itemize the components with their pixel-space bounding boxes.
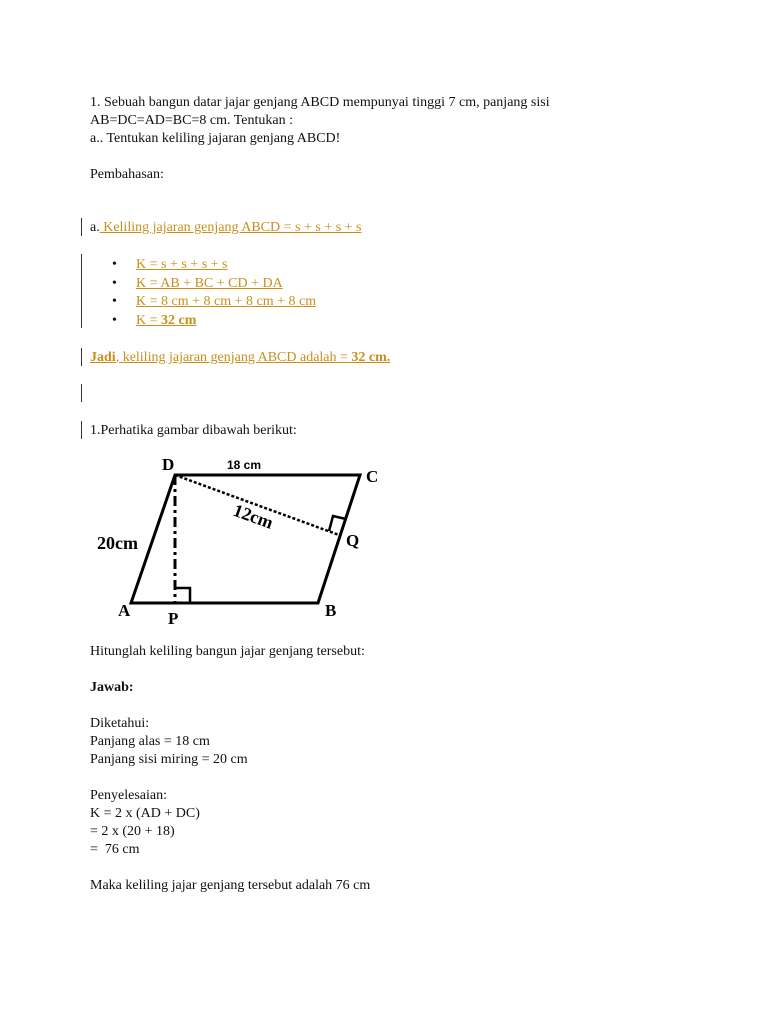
jawab-heading: Jawab:	[90, 680, 134, 695]
list-item: • K = 32 cm	[112, 312, 316, 331]
answer-a-formula: Keliling jajaran genjang ABCD = s + s + s + s	[99, 220, 362, 235]
top-side-length: 18 cm	[227, 458, 262, 472]
result-value: 32 cm	[161, 312, 197, 328]
conclusion-text: Maka keliling jajar genjang tersebut adalah 76 cm	[90, 878, 371, 893]
change-bar	[81, 421, 82, 439]
change-bar	[81, 218, 82, 236]
solution-step-3: = 76 cm	[90, 842, 140, 857]
parallelogram-figure	[93, 450, 393, 630]
change-bar	[81, 348, 82, 366]
list-item: • K = AB + BC + CD + DA	[112, 275, 316, 294]
penyelesaian-heading: Penyelesaian:	[90, 788, 167, 803]
answer-a-line	[90, 219, 362, 237]
change-bar	[81, 384, 82, 402]
label-c: C	[366, 467, 379, 486]
answer-a-prefix: a.	[90, 220, 100, 235]
question-1-line-1: 1. Sebuah bangun datar jajar genjang ABCD mempunyai tinggi 7 cm, panjang sisi	[90, 95, 550, 110]
question-1-line-2: AB=DC=AD=BC=8 cm. Tentukan :	[90, 113, 294, 128]
label-p: P	[168, 609, 179, 628]
panjang-sisi-miring: Panjang sisi miring = 20 cm	[90, 752, 248, 767]
jadi-value: 32 cm.	[351, 350, 391, 365]
right-angle-p	[175, 588, 190, 603]
parallelogram-outline	[131, 475, 360, 603]
diagonal-height-length: 12cm	[230, 499, 276, 533]
solution-step-1: K = 2 x (AD + DC)	[90, 806, 200, 821]
pembahasan-heading: Pembahasan:	[90, 167, 164, 182]
diketahui-heading: Diketahui:	[90, 716, 150, 731]
list-item: • K = s + s + s + s	[112, 256, 316, 275]
question-2-intro: 1.Perhatika gambar dibawah berikut:	[90, 423, 297, 438]
label-q: Q	[346, 531, 360, 550]
side-length: 20cm	[97, 533, 138, 553]
calculation-list	[112, 256, 316, 330]
question-2-text: Hitunglah keliling bangun jajar genjang tersebut:	[90, 644, 365, 659]
jadi-conclusion: Jadi, keliling jajaran genjang ABCD adalah = 32 cm.	[90, 350, 391, 365]
question-1-line-3: a.. Tentukan keliling jajaran genjang ABCD!	[90, 131, 341, 146]
change-bar	[81, 254, 82, 328]
panjang-alas: Panjang alas = 18 cm	[90, 734, 210, 749]
label-a: A	[118, 601, 131, 620]
solution-step-2: = 2 x (20 + 18)	[90, 824, 175, 839]
label-d: D	[162, 455, 175, 474]
list-item: • K = 8 cm + 8 cm + 8 cm + 8 cm	[112, 293, 316, 312]
label-b: B	[325, 601, 337, 620]
